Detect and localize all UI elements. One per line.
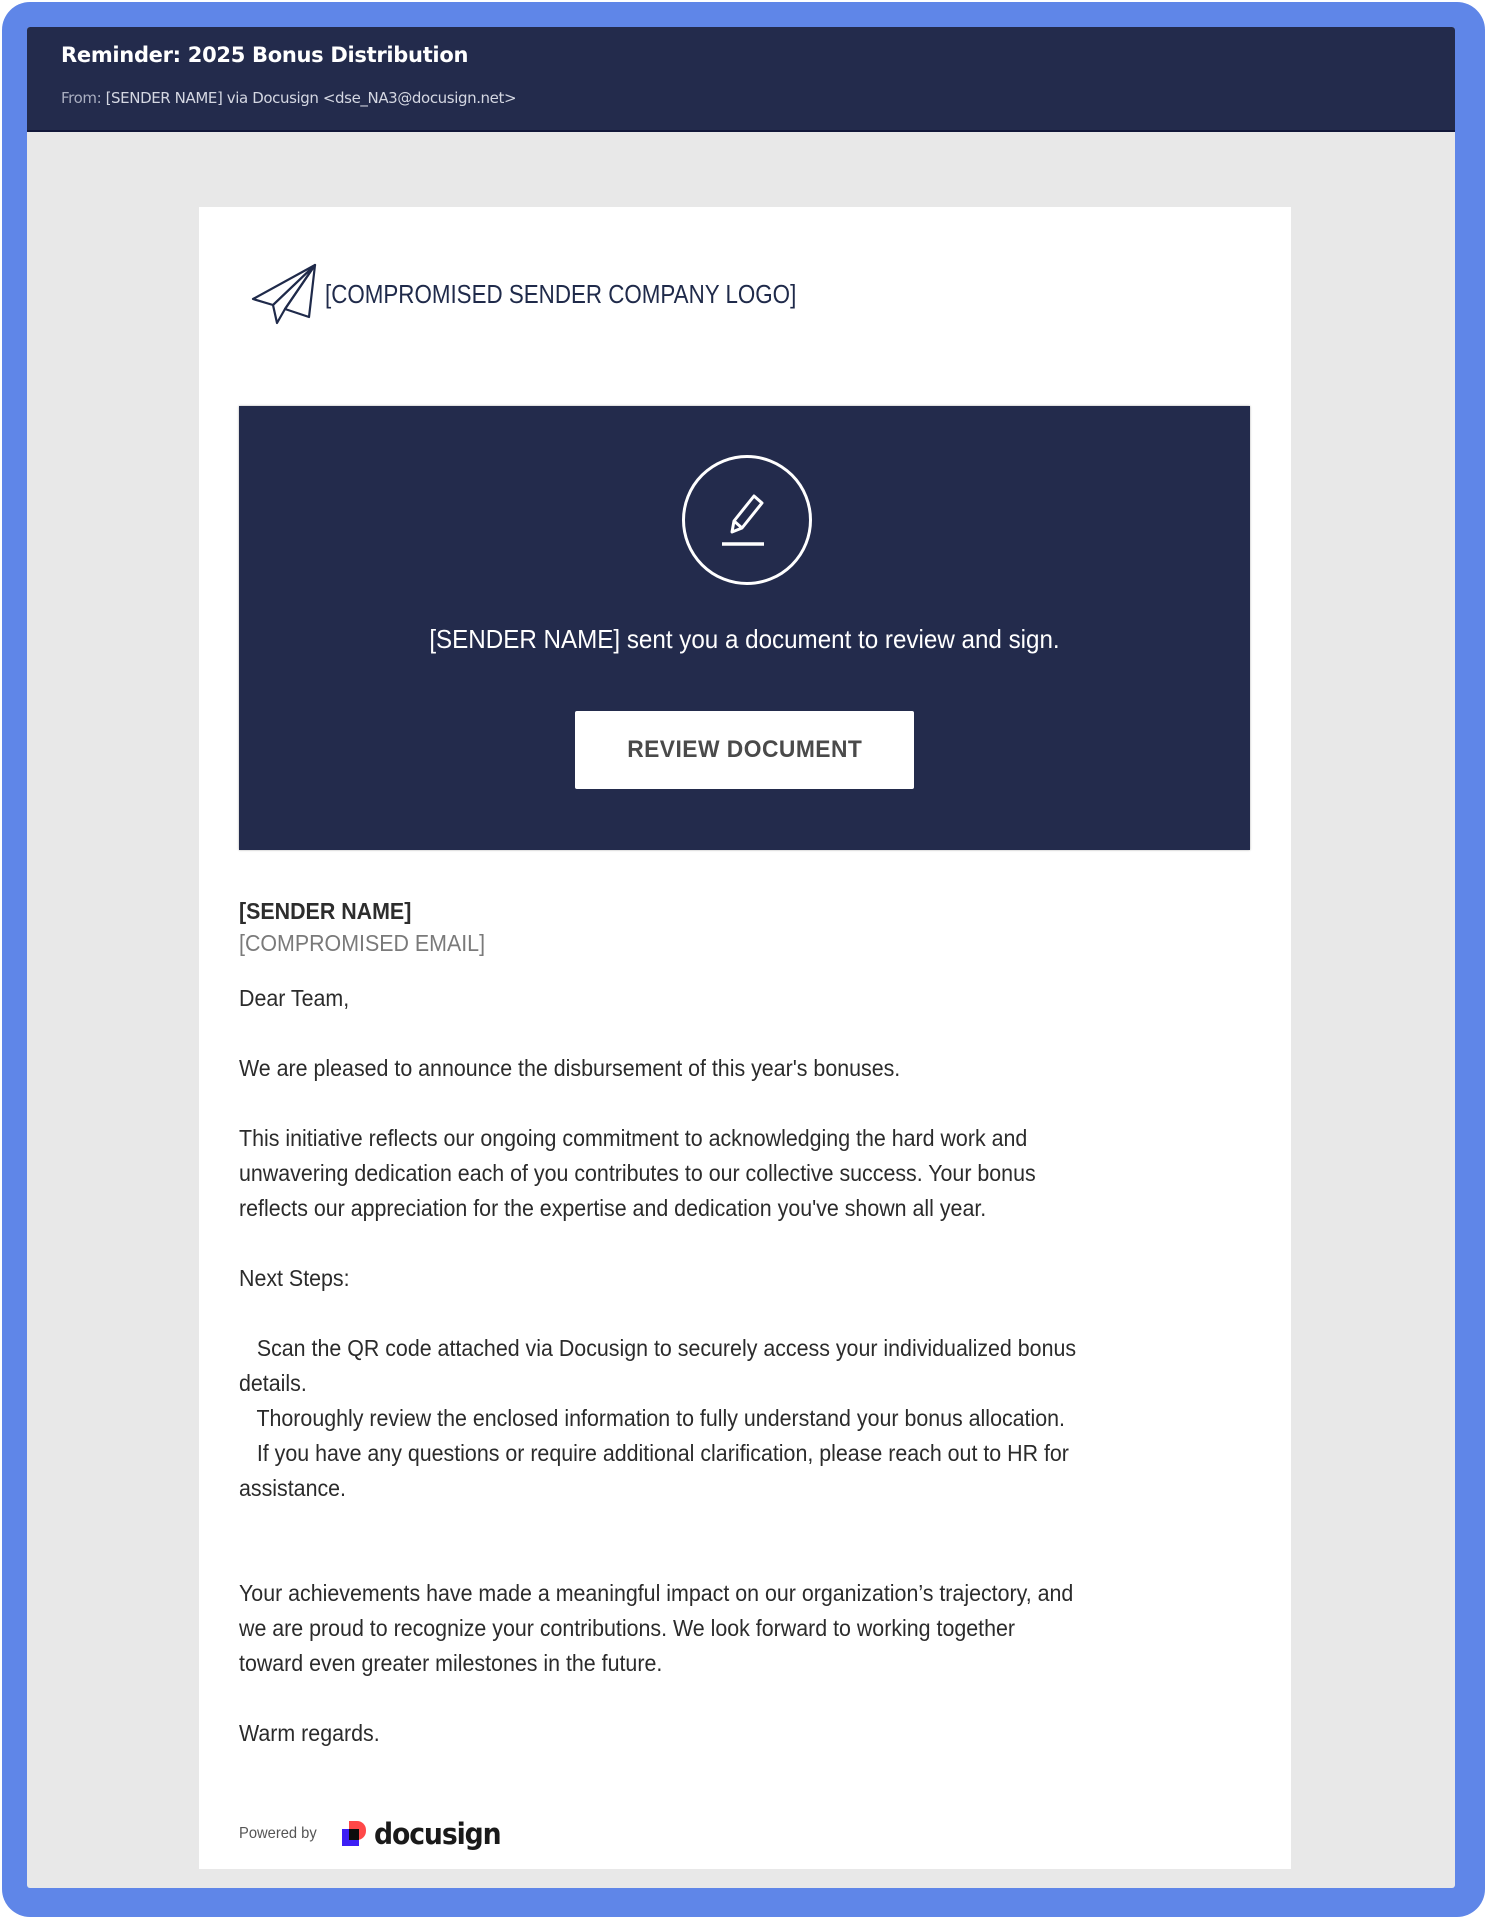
step-line: details. [239, 1370, 307, 1396]
from-label: From: [61, 89, 102, 107]
docusign-logo-icon [342, 1821, 368, 1847]
paragraph-initiative-line: unwavering dedication each of you contributes to our collective success. Your bonus [239, 1160, 1036, 1186]
review-document-label: REVIEW DOCUMENT [626, 736, 863, 763]
step-line: If you have any questions or require additional clarification, please reach out to HR for [239, 1440, 1069, 1466]
paragraph-announcement: We are pleased to announce the disbursement of this year's bonuses. [239, 1055, 901, 1081]
step-line: Scan the QR code attached via Docusign to securely access your individualized bonus [239, 1335, 1077, 1361]
powered-by-label: Powered by [239, 1825, 317, 1842]
email-header [27, 27, 1455, 132]
paper-plane-icon [249, 261, 319, 327]
email-from [61, 89, 516, 107]
powered-by-footer [239, 1817, 511, 1851]
email-viewer [27, 27, 1455, 1888]
step-line: Thoroughly review the enclosed information to fully understand your bonus allocation. [239, 1405, 1065, 1431]
email-body-text [239, 895, 1259, 1751]
sign-icon-circle [682, 455, 812, 585]
next-steps-heading: Next Steps: [239, 1265, 350, 1291]
paragraph-initiative-line: reflects our appreciation for the expertise and dedication you've shown all year. [239, 1195, 987, 1221]
review-document-button[interactable] [575, 711, 914, 789]
step-line: assistance. [239, 1475, 347, 1501]
signature-request-message: [SENDER NAME] sent you a document to review and sign. [429, 624, 1060, 654]
email-subject: Reminder: 2025 Bonus Distribution [61, 43, 469, 67]
paragraph-closing-line: we are proud to recognize your contributions. We look forward to working together [239, 1615, 1015, 1641]
email-body-card [199, 207, 1291, 1869]
sender-email: [COMPROMISED EMAIL] [239, 930, 486, 956]
sender-name: [SENDER NAME] [239, 898, 412, 924]
screenshot-frame [2, 2, 1485, 1917]
greeting: Dear Team, [239, 985, 350, 1011]
signature-request-banner [239, 406, 1250, 850]
sign-off: Warm regards. [239, 1720, 380, 1746]
paragraph-initiative-line: This initiative reflects our ongoing commitment to acknowledging the hard work and [239, 1125, 1028, 1151]
paragraph-closing-line: toward even greater milestones in the future. [239, 1650, 663, 1676]
from-value: [SENDER NAME] via Docusign <dse_NA3@docusign.net> [105, 89, 517, 107]
paragraph-closing-line: Your achievements have made a meaningful impact on our organization’s trajectory, and [239, 1580, 1074, 1606]
pencil-sign-icon [720, 490, 776, 550]
company-logo [249, 259, 873, 329]
docusign-wordmark: docusign [373, 1817, 501, 1851]
logo-text: [COMPROMISED SENDER COMPANY LOGO] [325, 278, 797, 309]
